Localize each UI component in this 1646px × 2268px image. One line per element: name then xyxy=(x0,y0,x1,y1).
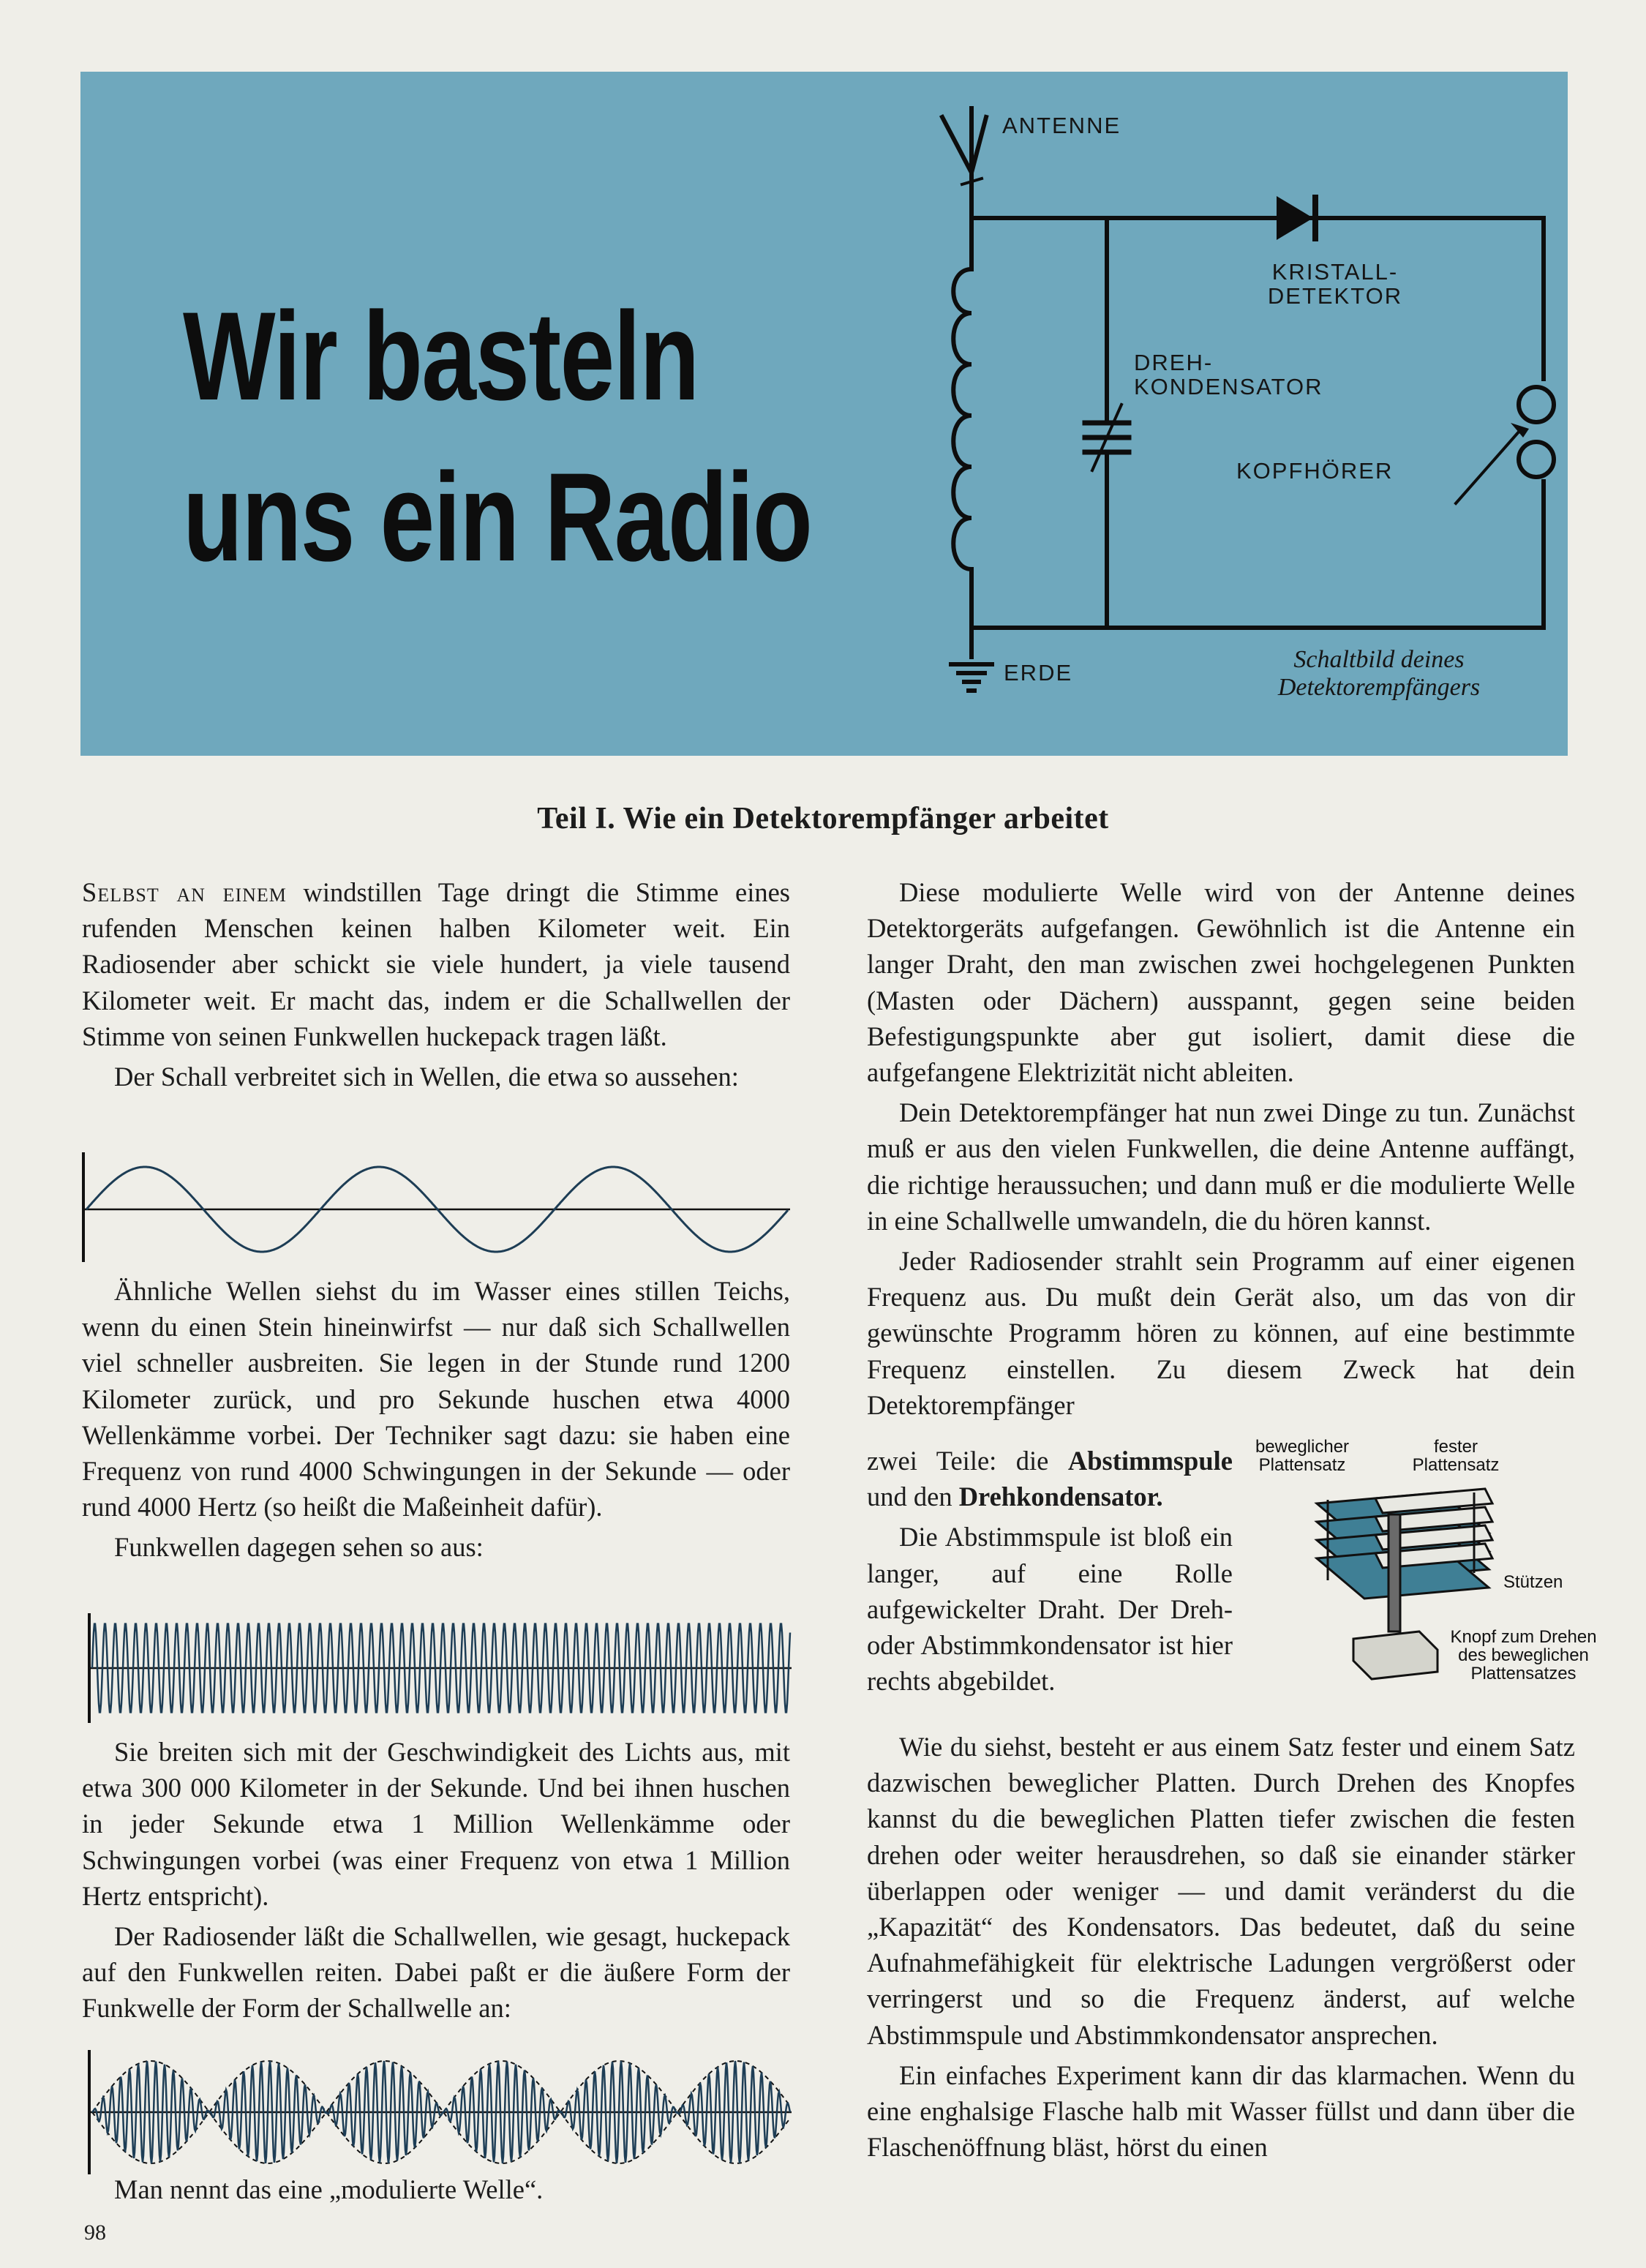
left-paragraph-5: Sie breiten sich mit der Geschwindigkeit des Lichts aus, mit etwa 300 000 Kilometer in der Sekunde. Und bei ihnen huschen in jeder Sekunde etwa 1 Million Wellenkämme oder Schwingungen vorbei (was einer Frequenz von etwa 1 Million Hertz entspricht). xyxy=(82,1737,790,1911)
capacitor-label-line-2: KONDENSATOR xyxy=(1134,373,1323,399)
title-line-2: uns ein Radio xyxy=(183,447,812,587)
left-column-end xyxy=(82,2171,790,2212)
left-paragraph-3: Ähnliche Wellen siehst du im Wasser eines stillen Teichs, wenn du einen Stein hineinwirfst — nur daß sich Schallwellen viel schneller ausbreiten. Sie legen in der Stunde rund 1200 Kilometer zurück, und pro Sekunde huschen etwa 4000 Wellenkämme vorbei. Der Techniker sagt dazu: sie haben eine Frequenz von rund 4000 Schwingungen in der Sekunde — oder rund 4000 Hertz (so heißt die Maßeinheit dafür). xyxy=(82,1276,790,1522)
caption-line-1: Schaltbild deines xyxy=(1293,646,1465,673)
antenna-symbol xyxy=(942,117,986,173)
label-supports: Stützen xyxy=(1503,1572,1563,1592)
term-tuning-coil: Abstimmspule xyxy=(1067,1446,1233,1476)
title-banner xyxy=(80,72,1568,756)
detector-label-line-2: DETEKTOR xyxy=(1267,282,1403,309)
label-knob xyxy=(1434,1628,1613,1683)
capacitor-label xyxy=(1134,351,1323,399)
right-paragraph-3: Jeder Radiosender strahlt sein Programm auf einer eigenen Frequenz aus. Du mußt dein Gerät also, um das von dir gewünschte Programm hören zu können, auf eine bestimmte Frequenz einstellen. Zu diesem Zweck hat dein Detektorempfänger xyxy=(867,1246,1575,1420)
label-moving-line-2: Plattensatz xyxy=(1258,1455,1346,1475)
right-paragraph-2: Dein Detektorempfänger hat nun zwei Dinge zu tun. Zunächst muß er aus den vielen Funkwellen, die deine Antenne auffängt, die richtige heraussuchen; und dann muß er die modulierte Welle in eine Schallwelle umwandeln, die du hören kannst. xyxy=(867,1097,1575,1236)
capacitor-knob xyxy=(1353,1631,1438,1679)
diode-symbol xyxy=(1277,196,1313,240)
left-paragraph-2: Der Schall verbreitet sich in Wellen, die etwa so aussehen: xyxy=(114,1062,739,1092)
right-paragraph-5: Wie du siehst, besteht er aus einem Satz fester und einem Satz dazwischen beweglicher Platten. Durch Drehen des Knopfes kannst du die beweglichen Platten tiefer zwischen die festen drehen oder weiter herausdrehen, so daß sie einander stärker überlappen oder weniger — und damit veränderst du die „Kapazität“ des Kondensators. Das bedeutet, daß du seine Aufnahmefähigkeit für elektrische Ladungen vergrößerst oder verringerst und so die Frequenz änderst, auf welche Abstimmspule und Abstimmkondensator ansprechen. xyxy=(867,1732,1575,2050)
caption-line-2: Detektorempfängers xyxy=(1277,674,1481,701)
sound-wave-figure xyxy=(82,1152,792,1277)
right-column-top xyxy=(867,874,1575,1427)
label-fixed-line-2: Plattensatz xyxy=(1412,1455,1500,1475)
two-parts-text: zwei Teile: die xyxy=(867,1446,1068,1476)
section-heading: Teil I. Wie ein Detektorempfänger arbeitet xyxy=(537,802,1109,836)
label-moving-line-1: beweglicher xyxy=(1255,1437,1350,1457)
term-variable-capacitor: Drehkondensator. xyxy=(958,1482,1163,1512)
headphone-label: KOPFHÖRER xyxy=(1236,458,1394,484)
left-column-middle xyxy=(82,1273,790,1570)
right-paragraph-4: Die Abstimmspule ist bloß ein langer, auf eine Rolle aufgewickelter Draht. Der Dreh- oder Abstimmkondensator ist hier rechts abgebildet. xyxy=(867,1522,1233,1697)
detector-label-line-1: KRISTALL- xyxy=(1271,259,1399,285)
left-column-lower xyxy=(82,1734,790,2031)
capacitor-label-line-1: DREH- xyxy=(1134,350,1214,375)
left-paragraph-6: Der Radiosender läßt die Schallwellen, wie gesagt, huckepack auf den Funkwellen reiten. Dabei paßt er die äußere Form der Funkwelle der Form der Schallwelle an: xyxy=(82,1921,790,2024)
left-paragraph-1-text: windstillen Tage dringt die Stimme eines rufenden Menschen keinen halben Kilometer weit. Ein Radiosender aber schickt sie viele hundert, ja viele tausend Kilometer weit. Er macht das, indem er die Schallwellen der Stimme von seinen Funkwellen huckepack tragen läßt. xyxy=(82,877,790,1051)
left-column-top xyxy=(82,874,790,1099)
lead-in-small-caps: Selbst an einem xyxy=(82,877,287,907)
label-fixed-line-1: fester xyxy=(1433,1437,1478,1457)
and-text: und den xyxy=(867,1482,959,1512)
label-moving-plates xyxy=(1240,1438,1364,1474)
ground-label: ERDE xyxy=(1004,660,1073,686)
left-paragraph-1 xyxy=(82,874,790,1054)
left-paragraph-7: Man nennt das eine „modulierte Welle“. xyxy=(114,2174,544,2204)
label-knob-line-2: des beweglichen xyxy=(1458,1645,1589,1665)
page-number: 98 xyxy=(84,2220,106,2245)
label-knob-line-3: Plattensatzes xyxy=(1470,1664,1577,1683)
right-paragraph-6: Ein einfaches Experiment kann dir das klarmachen. Wenn du eine enghalsige Flasche halb mit Wasser füllst und dann über die Flaschenöffnung bläst, hörst du einen xyxy=(867,2059,1575,2163)
right-column-beside-figure xyxy=(867,1443,1233,1703)
title-line-1: Wir basteln xyxy=(183,286,699,427)
right-column-bottom xyxy=(867,1729,1575,2169)
left-paragraph-4: Funkwellen dagegen sehen so aus: xyxy=(114,1532,484,1563)
schematic-caption xyxy=(1192,646,1566,702)
tuning-coil xyxy=(953,218,972,628)
antenna-label: ANTENNE xyxy=(1002,113,1121,138)
right-paragraph-1: Diese modulierte Welle wird von der Antenne deines Detektorgeräts aufgefangen. Gewöhnlich ist die Antenne ein langer Draht, den man zwischen zwei hochgelegenen Punkten (Masten oder Dächern) ausspannt, gegen seine beiden Befestigungspunkte aber gut isoliert, damit diese die aufgefangene Elektrizität nicht ableiten. xyxy=(867,877,1575,1088)
modulated-wave-figure xyxy=(86,2050,793,2182)
radio-wave-figure xyxy=(86,1613,793,1730)
plate-stack xyxy=(1317,1489,1492,1599)
detector-label xyxy=(1251,260,1419,308)
right-paragraph-3b xyxy=(867,1443,1233,1514)
label-knob-line-1: Knopf zum Drehen xyxy=(1450,1627,1597,1647)
label-fixed-plates xyxy=(1394,1438,1518,1474)
